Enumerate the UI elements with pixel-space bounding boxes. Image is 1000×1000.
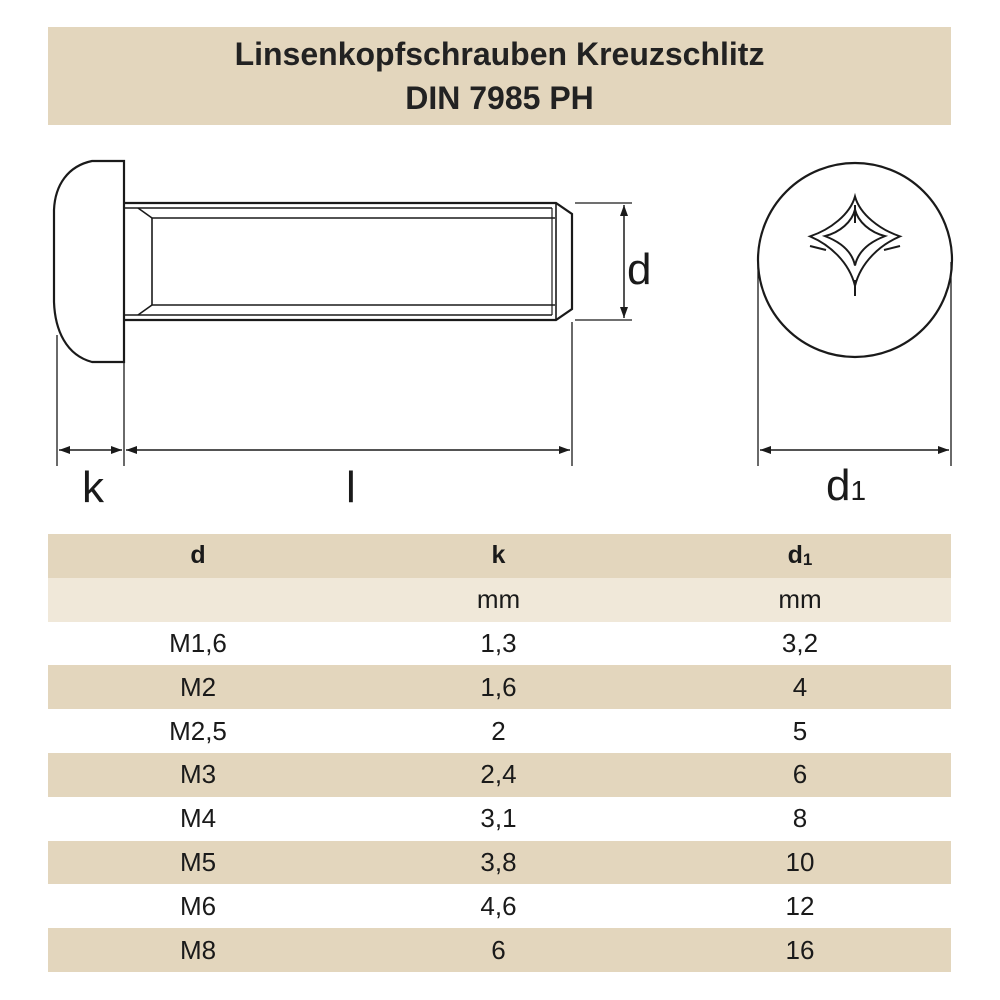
cell-k: 6 (491, 934, 506, 965)
table-row (48, 841, 951, 885)
cell-d: M2 (179, 671, 217, 702)
label-d1 (826, 461, 866, 510)
side-view (54, 161, 632, 466)
cell-d1: 10 (785, 846, 815, 877)
screw-head-outline (54, 161, 124, 362)
header-d1 (649, 534, 951, 578)
cell-k: 1,3 (480, 627, 517, 658)
spec-table (48, 534, 951, 972)
cell-d1: 4 (792, 671, 808, 702)
label-l: l (346, 463, 356, 512)
cell-d1: 6 (792, 759, 808, 790)
table-row (48, 753, 951, 797)
table-row (48, 928, 951, 972)
cell-k: 1,6 (480, 671, 517, 702)
header-d1-main: d (787, 541, 803, 570)
title-line-2: DIN 7985 PH (405, 80, 594, 116)
cell-d: M8 (179, 934, 217, 965)
unit-d1: mm (778, 584, 822, 615)
cell-d: M3 (179, 759, 217, 790)
table-row (48, 797, 951, 841)
cell-d: M5 (179, 846, 217, 877)
header-d: d (190, 541, 206, 570)
cell-d1: 8 (792, 803, 808, 834)
header-d1-sub: 1 (802, 550, 813, 570)
top-view (758, 163, 952, 466)
title-box (48, 27, 951, 125)
screw-drawing (0, 140, 1000, 520)
cell-k: 2 (491, 715, 506, 746)
table-row (48, 665, 951, 709)
header-k: k (491, 541, 506, 570)
table-row (48, 884, 951, 928)
cell-d1: 12 (785, 890, 815, 921)
cell-d: M4 (179, 803, 217, 834)
label-d: d (627, 245, 652, 294)
cell-d: M6 (179, 890, 217, 921)
cell-k: 3,1 (480, 803, 517, 834)
title-line-1: Linsenkopfschrauben Kreuzschlitz (234, 36, 765, 72)
cell-k: 4,6 (480, 890, 517, 921)
label-k: k (82, 463, 104, 512)
table-row (48, 622, 951, 666)
shank-outline (124, 203, 572, 320)
table-row (48, 709, 951, 753)
cell-d: M1,6 (169, 627, 227, 658)
unit-k: mm (476, 584, 521, 615)
table-header-row (48, 534, 951, 578)
table-units-row (48, 578, 951, 622)
cell-d: M2,5 (169, 715, 227, 746)
cell-k: 2,4 (480, 759, 517, 790)
cell-d1: 5 (792, 715, 808, 746)
cell-d1: 3,2 (781, 627, 819, 658)
label-d1-main: d (826, 461, 851, 510)
unit-d (48, 578, 348, 622)
cell-k: 3,8 (480, 846, 517, 877)
label-d1-sub: 1 (850, 475, 867, 506)
phillips-recess-icon (810, 196, 900, 296)
cell-d1: 16 (785, 934, 815, 965)
head-circle (758, 163, 952, 357)
